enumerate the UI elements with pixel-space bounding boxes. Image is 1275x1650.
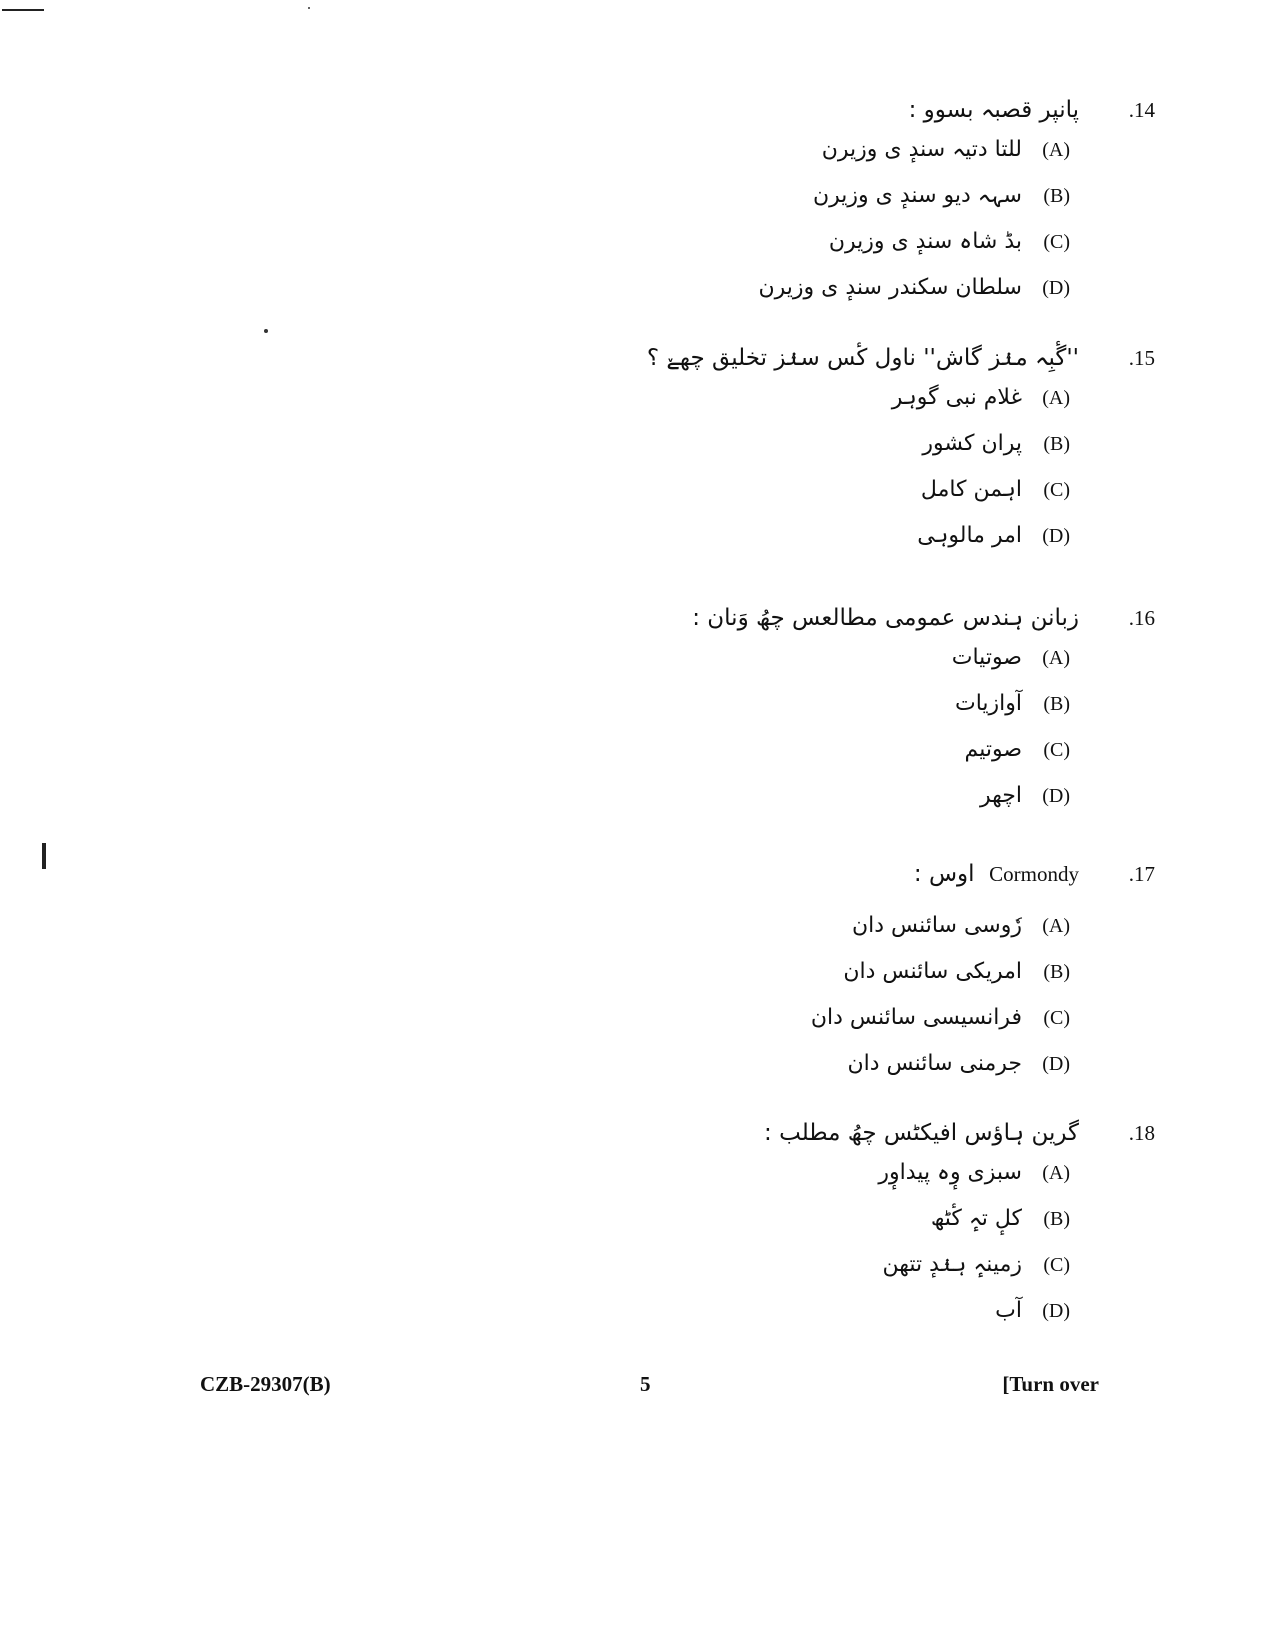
option-c <box>455 737 1070 783</box>
question-stem <box>455 97 1155 137</box>
option-c <box>455 229 1070 275</box>
option-list <box>455 137 1070 321</box>
option-label: (B) <box>1043 961 1070 983</box>
option-c <box>455 1252 1070 1298</box>
question-text <box>914 861 1079 887</box>
question-text: ''گٔبِہ منٛز گاش'' ناول کٔس سنٛز تخلیق چھےٚ ؟ <box>646 345 1079 371</box>
question-number: .17 <box>1128 862 1155 886</box>
option-d <box>455 275 1070 321</box>
option-a <box>455 1160 1070 1206</box>
option-label: (B) <box>1043 433 1070 455</box>
option-label: (A) <box>1042 139 1070 161</box>
option-text: امر مالوہی <box>917 523 1022 548</box>
option-text: آب <box>995 1298 1022 1323</box>
option-b <box>455 959 1070 1005</box>
option-text: فرانسیسی سائنس دان <box>810 1005 1022 1030</box>
option-label: (A) <box>1042 1162 1070 1184</box>
option-text: آوازیات <box>954 691 1022 716</box>
option-b <box>455 691 1070 737</box>
option-list <box>455 1160 1070 1344</box>
question-stem <box>455 345 1155 385</box>
scan-speck <box>308 7 310 9</box>
option-text: صوتیات <box>951 645 1022 670</box>
option-text: غلام نبی گوہر <box>891 385 1022 410</box>
option-label: (B) <box>1043 693 1070 715</box>
option-c <box>455 477 1070 523</box>
question-stem <box>455 605 1155 645</box>
question-text: گرین ہاؤس افیکٹس چھُ مطلب : <box>764 1120 1079 1146</box>
question-16 <box>455 605 1155 829</box>
option-d <box>455 523 1070 569</box>
question-stem <box>455 861 1155 901</box>
option-text: سلطان سکندر سندٕ ی وزیرن <box>758 275 1022 300</box>
option-text: اچھر <box>980 783 1022 808</box>
option-label: (A) <box>1042 647 1070 669</box>
option-list <box>455 901 1070 1097</box>
option-label: (C) <box>1043 739 1070 761</box>
option-text: پران کشور <box>922 431 1022 456</box>
option-d <box>455 1051 1070 1097</box>
option-text: اہمن کامل <box>920 477 1022 502</box>
option-text: امریکی سائنس دان <box>843 959 1022 984</box>
question-latin-term: Cormondy <box>989 862 1079 886</box>
question-17 <box>455 861 1155 1097</box>
option-label: (D) <box>1042 277 1070 299</box>
option-a <box>455 137 1070 183</box>
option-label: (C) <box>1043 479 1070 501</box>
option-a <box>455 913 1070 959</box>
question-text: زبانن ہندس عمومی مطالعس چھُ وَنان : <box>692 605 1079 631</box>
question-number: .16 <box>1128 606 1155 630</box>
option-text: کلٕ تہٕ کٔٹھ <box>930 1206 1022 1231</box>
option-c <box>455 1005 1070 1051</box>
option-label: (A) <box>1042 915 1070 937</box>
option-label: (D) <box>1042 1053 1070 1075</box>
question-number: .14 <box>1128 98 1155 122</box>
option-label: (A) <box>1042 387 1070 409</box>
option-a <box>455 645 1070 691</box>
option-d <box>455 1298 1070 1344</box>
option-label: (D) <box>1042 1300 1070 1322</box>
question-text: پانپر قصبہ بسوو : <box>908 97 1079 123</box>
paper-code: CZB-29307(B) <box>200 1372 331 1396</box>
question-18 <box>455 1120 1155 1344</box>
option-label: (B) <box>1043 1208 1070 1230</box>
option-label: (D) <box>1042 785 1070 807</box>
option-list <box>455 385 1070 569</box>
option-label: (C) <box>1043 1007 1070 1029</box>
question-15 <box>455 345 1155 569</box>
question-text-urdu: اوس : <box>913 861 975 887</box>
option-b <box>455 431 1070 477</box>
option-d <box>455 783 1070 829</box>
option-text: بڈ شاہ سندٕ ی وزیرن <box>828 229 1022 254</box>
turn-over-note: [Turn over <box>1002 1372 1099 1396</box>
option-a <box>455 385 1070 431</box>
option-list <box>455 645 1070 829</box>
option-text: صوتیم <box>964 737 1022 762</box>
option-label: (C) <box>1043 1254 1070 1276</box>
option-text: للتا دتیہ سندٕ ی وزیرن <box>821 137 1022 162</box>
option-label: (C) <box>1043 231 1070 253</box>
scan-edge-mark <box>42 843 46 869</box>
scan-speck <box>264 329 268 333</box>
question-number: .15 <box>1128 346 1155 370</box>
option-text: رٗوسی سائنس دان <box>851 913 1022 938</box>
option-text: سبزی وٕہ پیداوٕر <box>878 1160 1022 1185</box>
option-text: زمینہٕ ہنٛدٕ تتھن <box>882 1252 1022 1277</box>
question-stem <box>455 1120 1155 1160</box>
option-label: (B) <box>1043 185 1070 207</box>
top-edge-rule <box>2 9 44 11</box>
option-label: (D) <box>1042 525 1070 547</box>
option-b <box>455 1206 1070 1252</box>
option-text: سہہ دیو سندٕ ی وزیرن <box>813 183 1022 208</box>
option-b <box>455 183 1070 229</box>
page-number: 5 <box>640 1372 651 1396</box>
option-text: جرمنی سائنس دان <box>847 1051 1022 1076</box>
question-number: .18 <box>1128 1121 1155 1145</box>
question-14 <box>455 97 1155 321</box>
